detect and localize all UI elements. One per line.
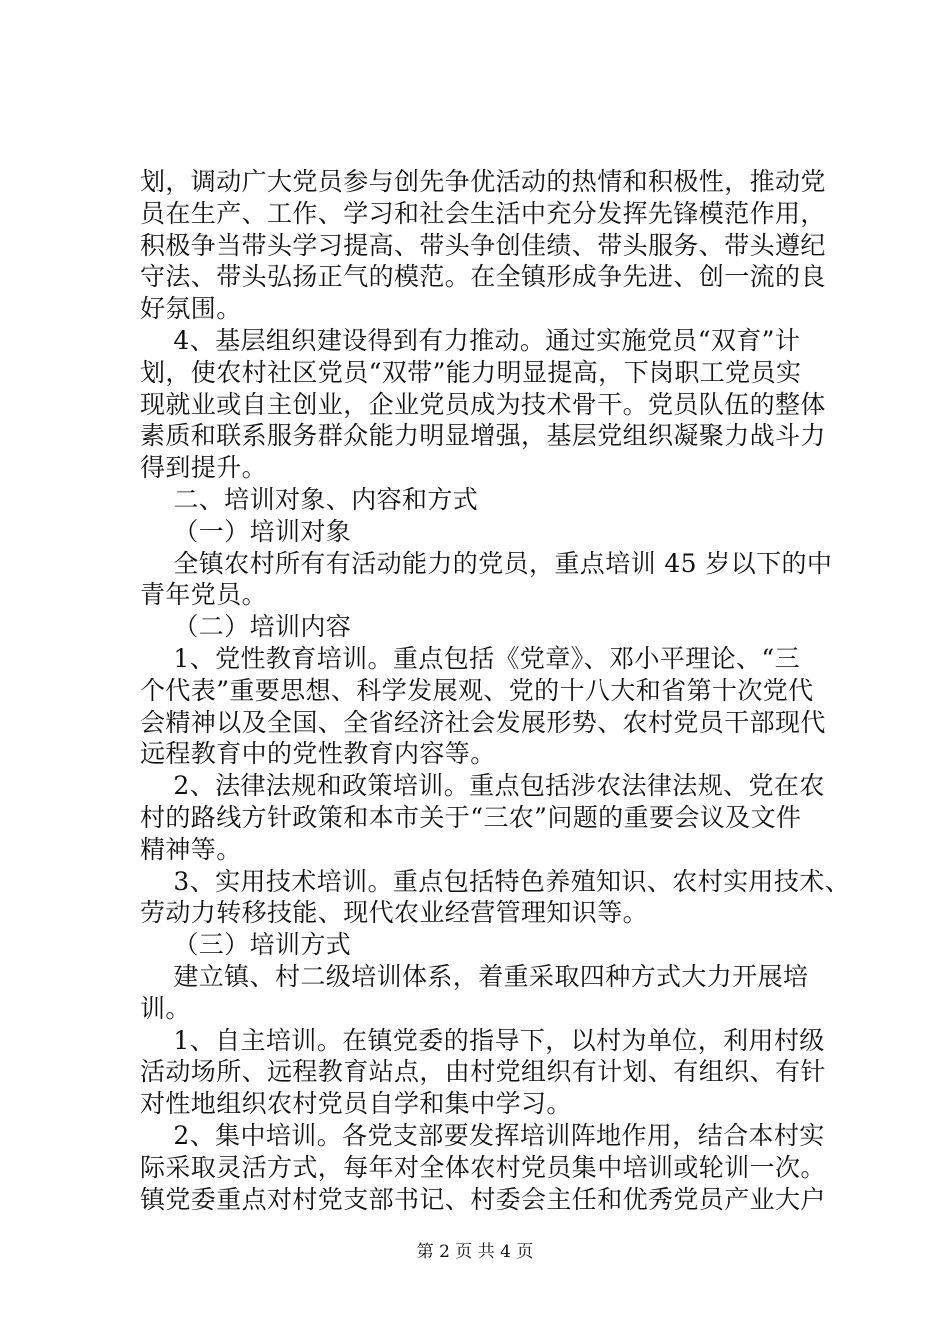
text-line: 村的路线方针政策和本市关于“三农”问题的重要会议及文件: [140, 802, 802, 832]
text-line: 守法、带头弘扬正气的模范。在全镇形成争先进、创一流的良: [140, 262, 826, 292]
text-line: 3、实用技术培训。重点包括特色养殖知识、农村实用技术、: [140, 866, 851, 896]
text-line: 得到提升。: [140, 453, 268, 483]
text-line: 青年党员。: [140, 580, 268, 610]
text-line: 积极争当带头学习提高、带头争创佳绩、带头服务、带头遵纪: [140, 230, 826, 260]
document-body: [140, 166, 851, 1215]
text-line: 素质和联系服务群众能力明显增强，基层党组织凝聚力战斗力: [140, 421, 826, 451]
text-line: 4、基层组织建设得到有力推动。通过实施党员“双育”计: [140, 325, 801, 355]
text-line: 镇党委重点对村党支部书记、村委会主任和优秀党员产业大户: [140, 1184, 826, 1214]
text-line: 会精神以及全国、全省经济社会发展形势、农村党员干部现代: [140, 707, 826, 737]
text-line: 对性地组织农村党员自学和集中学习。: [140, 1089, 572, 1119]
text-line: 劳动力转移技能、现代农业经营管理知识等。: [140, 898, 649, 928]
text-line: 训。: [140, 993, 191, 1023]
text-line: 员在生产、工作、学习和社会生活中充分发挥先锋模范作用，: [140, 198, 826, 228]
text-line: 2、集中培训。各党支部要发挥培训阵地作用，结合本村实: [140, 1120, 825, 1150]
subsection-heading: （二）培训内容: [140, 612, 352, 642]
subsection-heading: （一）培训对象: [140, 516, 352, 546]
text-line: 际采取灵活方式，每年对全体农村党员集中培训或轮训一次。: [140, 1152, 826, 1182]
page-number-footer: 第 2 页 共 4 页: [416, 1242, 534, 1262]
text-line: 好氛围。: [140, 294, 242, 324]
section-heading: 二、培训对象、内容和方式: [140, 484, 479, 514]
text-line: 个代表”重要思想、科学发展观、党的十八大和省第十次党代: [140, 675, 814, 705]
text-line: 全镇农村所有有活动能力的党员，重点培训 45 岁以下的中: [140, 548, 833, 578]
text-line: 1、党性教育培训。重点包括《党章》、邓小平理论、“三: [140, 643, 800, 673]
text-line: 活动场所、远程教育站点，由村党组织有计划、有组织、有针: [140, 1057, 826, 1087]
text-line: 精神等。: [140, 834, 242, 864]
text-line: 划，调动广大党员参与创先争优活动的热情和积极性，推动党: [140, 167, 826, 196]
text-line: 远程教育中的党性教育内容等。: [140, 739, 496, 769]
text-line: 建立镇、村二级培训体系，着重采取四种方式大力开展培: [140, 961, 809, 991]
text-line: 划，使农村社区党员“双带”能力明显提高，下岗职工党员实: [140, 357, 802, 387]
text-line: 2、法律法规和政策培训。重点包括涉农法律法规、党在农: [140, 771, 825, 801]
text-line: 现就业或自主创业，企业党员成为技术骨干。党员队伍的整体: [140, 389, 826, 419]
subsection-heading: （三）培训方式: [140, 930, 352, 960]
text-line: 1、自主培训。在镇党委的指导下，以村为单位，利用村级: [140, 1025, 825, 1055]
